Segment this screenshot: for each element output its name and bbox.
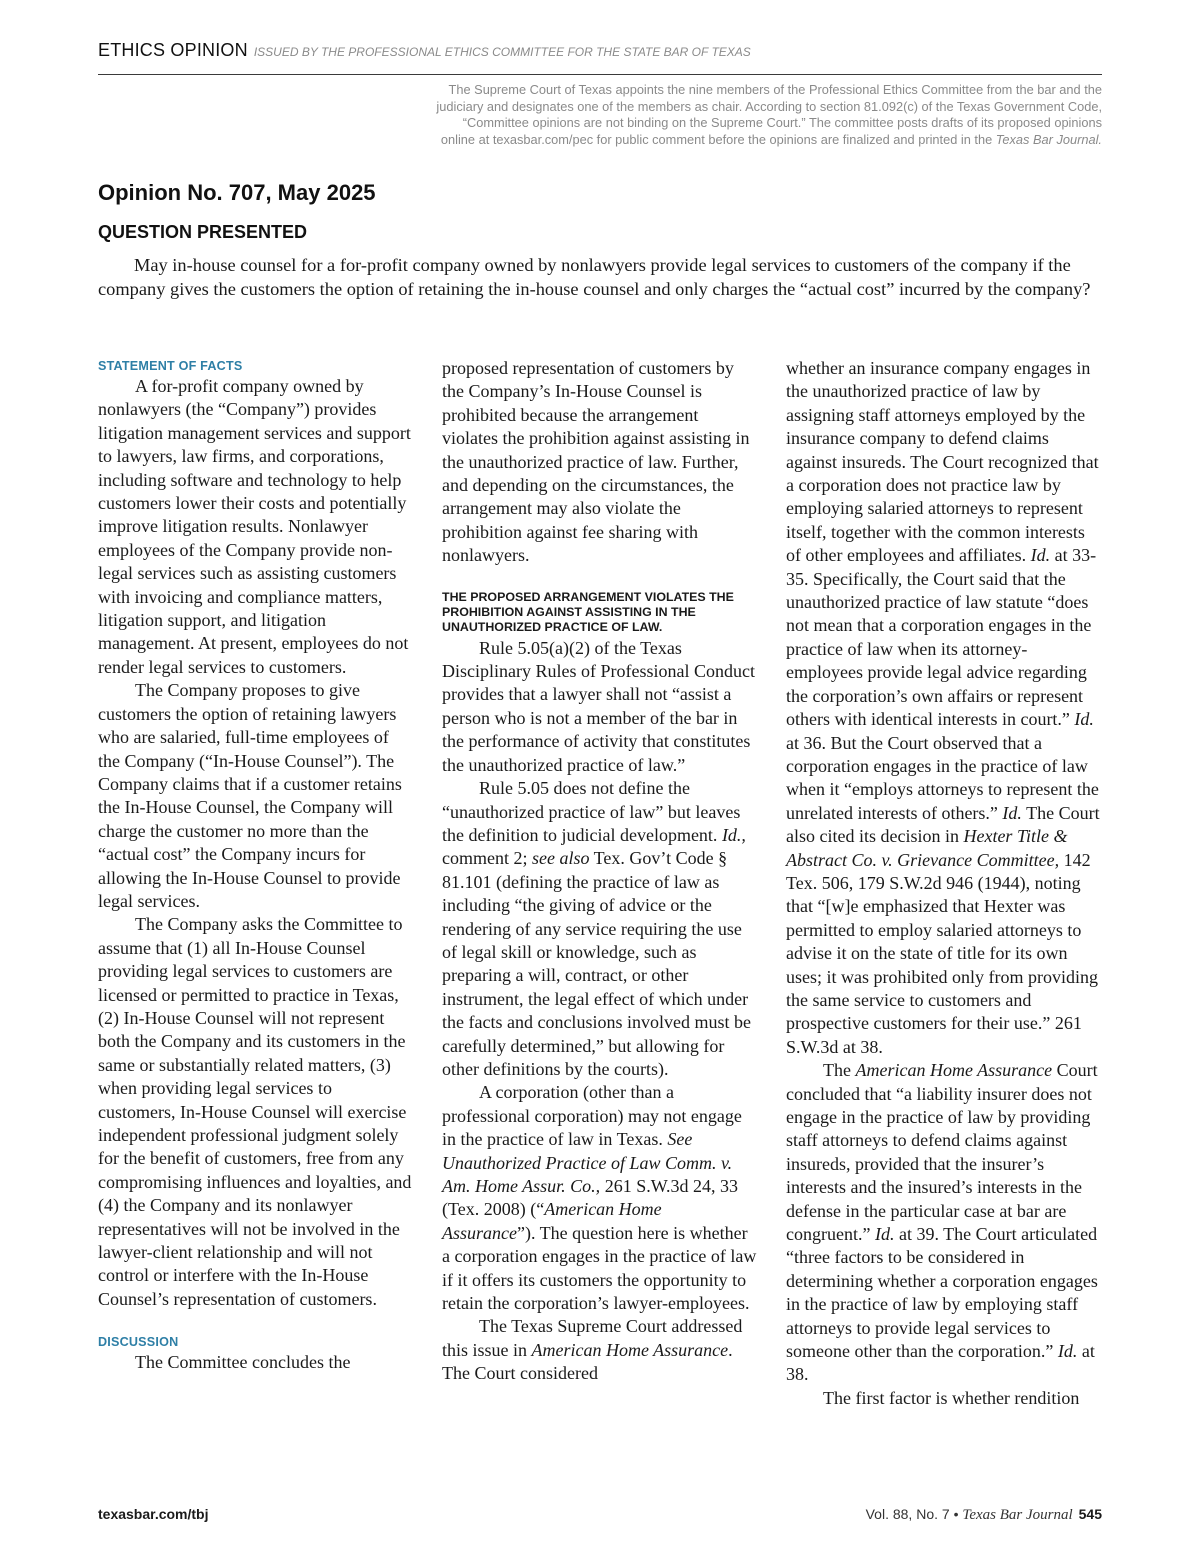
case-citation: See Unauthorized Practice of Law Comm. v. Am. Home Assur. Co., [442,1129,733,1196]
text: at 36. But the Court observed that a corporation engages in the practice of law when it “employs attorneys to represent the unrelated interests of others.” [786,732,1099,823]
paragraph: The first factor is whether rendition [823,1387,1080,1408]
header-title: ETHICS OPINION [98,40,248,60]
paragraph [442,1081,757,1315]
question-text: May in-house counsel for a for-profit company owned by nonlawyers provide legal services to customers of the company if the company gives the customers the option of retaining the in-house counsel and only charges the “actual cost” incurred by the company? [98,255,1091,299]
citation: Id. [874,1224,895,1245]
footer-journal: Texas Bar Journal [962,1507,1073,1523]
footer-website: texasbar.com/tbj [98,1506,209,1522]
text: Court concluded that “a liability insurer does not engage in the practice of law by providing staff attorneys to defend claims against insureds, provided that the insurer’s interests and the insured’s interests in the defense in the particular case at bar are congruent.” [786,1060,1098,1245]
opinion-title: Opinion No. 707, May 2025 [98,180,376,205]
paragraph: A for-profit company owned by nonlawyers (the “Company”) provides litigation management services and support to lawyers, law firms, and corporations, including software and technology to help customers lower their costs and potentially improve litigation results. Nonlawyer employees of the Company provide non-legal services such as assisting customers with invoicing and compliance matters, litigation support, and litigation management. At present, employees do not render legal services to customers. [98,376,411,677]
text: 261 S.W.3d 24, 33 (Tex. 2008) (“ [442,1176,739,1220]
text: at 38. [786,1341,1095,1385]
paragraph [786,357,1101,1059]
column-2 [442,357,757,1386]
paragraph: The Company proposes to give customers the option of retaining lawyers who are salaried, full-time employees of the Company (“In-House Counsel”). The Company claims that if a customer retains the In-House Counsel, the Company will charge the customer no more than the “actual cost” the Company incurs for allowing the In-House Counsel to provide legal services. [98,680,402,911]
citation: Id. [1002,802,1022,823]
footer-volume: Vol. 88, No. 7 [865,1506,950,1522]
header-subtitle: ISSUED BY THE PROFESSIONAL ETHICS COMMITTEE FOR THE STATE BAR OF TEXAS [253,45,751,59]
question-heading: QUESTION PRESENTED [98,222,308,242]
text: Tex. Gov’t Code § 81.101 (defining the practice of law as including “the giving of advice or the rendering of any service requiring the use of legal skill or knowledge, such as preparing a will, contract, or other instrument, the legal effect of which under the facts and conclusions involved must be carefully determined,” but allowing for other definitions by the courts). [442,848,751,1079]
paragraph: The Committee concludes the [135,1352,351,1373]
intro-line-text: online at texasbar.com/pec for public comment before the opinions are finalized and printed in the [440,131,993,147]
paragraph [442,1315,757,1385]
citation: Id. [1057,1341,1078,1362]
intro-note [300,82,1102,148]
column-1 [98,357,413,1375]
case-name: American Home Assurance [855,1060,1053,1081]
text: ”). The question here is whether a corporation engages in the practice of law if it offers its customers the opportunity to retain the corporation’s lawyer-employees. [442,1222,757,1314]
text: comment 2; [442,848,528,869]
text: A corporation (other than a professional corporation) may not engage in the practice of law in Texas. [442,1082,742,1150]
case-name: American Home Assurance [531,1339,729,1360]
citation-signal: see also [531,848,590,869]
text: Rule 5.05 does not define the “unauthorized practice of law” but leaves the definition to judicial development. [442,778,741,845]
paragraph [442,777,757,1081]
intro-line: The Supreme Court of Texas appoints the nine members of the Professional Ethics Committee from the bar and the [448,82,1102,97]
paragraph: Rule 5.05(a)(2) of the Texas Disciplinary Rules of Professional Conduct provides that a lawyer shall not “assist a person who is not a member of the bar in the performance of activity that constitutes the unauthorized practice of law.” [442,637,755,775]
case-name: Hexter Title & Abstract Co. v. Grievance Committee, [786,826,1068,870]
page-header [98,40,1102,75]
intro-line: “Committee opinions are not binding on the Supreme Court.” The committee posts drafts of its proposed opinions [462,115,1102,131]
intro-line: judiciary and designates one of the members as chair. According to section 81.092(c) of the Texas Government Code, [436,98,1102,114]
text: . The Court considered [442,1339,733,1384]
section-heading-upl: THE PROPOSED ARRANGEMENT VIOLATES THE PROHIBITION AGAINST ASSISTING IN THE UNAUTHORIZED PRACTICE OF LAW. [442,589,734,634]
section-heading-facts: STATEMENT OF FACTS [98,359,243,373]
text: The [823,1060,851,1081]
text: 142 Tex. 506, 179 S.W.2d 946 (1944), noting that “[w]e emphasized that Hexter was permitted to employ salaried attorneys to advise it on the state of title for its own uses; it was prohibited only from providing the same service to customers and prospective customers for their use.” 261 S.W.3d at 38. [786,849,1098,1057]
citation: Id. [1030,545,1051,566]
text: The Texas Supreme Court addressed this issue in [442,1316,743,1360]
column-3 [786,357,1101,1410]
section-heading-discussion: DISCUSSION [98,1335,179,1350]
text: whether an insurance company engages in the unauthorized practice of law by assigning staff attorneys employed by the insurance company to defend claims against insureds. The Court recognized that a corporation does not practice law by employing salaried attorneys to represent itself, together with the common interests of other employees and affiliates. [786,358,1099,566]
text: The Court also cited its decision in [786,802,1100,847]
paragraph [786,1059,1101,1387]
text: at 33-35. Specifically, the Court said that the unauthorized practice of law statute “does not mean that a corporation engages in the practice of law when its attorney-employees provide legal advice regarding the corporation’s own affairs or represent others with identical interests in court.” [786,545,1097,730]
text: at 39. The Court articulated “three factors to be considered in determining whether a corporation engages in the practice of law by employing staff attorneys to provide legal services to someone other than the corporation.” [786,1224,1098,1362]
page-number: 545 [1078,1506,1102,1522]
footer-bullet: • [953,1506,959,1522]
citation: Id. [1074,709,1094,730]
intro-journal: Texas Bar Journal. [995,131,1102,147]
intro-line [300,132,1102,149]
citation: Id., [721,824,746,845]
footer-issue [866,1506,1102,1524]
case-short-name: American Home Assurance [442,1199,662,1243]
paragraph: The Company asks the Committee to assume that (1) all In-House Counsel providing legal services to customers are licensed or permitted to practice in Texas, (2) In-House Counsel will not represent both the Company and its customers in the same or substantially related matters, (3) when providing legal services to customers, In-House Counsel will exercise independent professional judgment solely for the benefit of customers, free from any compromising influences and loyalties, and (4) the Company and its nonlawyer representatives will not be involved in the lawyer-client relationship and will not control or interfere with the In-House Counsel’s representation of customers. [98,914,412,1309]
paragraph: proposed representation of customers by the Company’s In-House Counsel is prohibited because the arrangement violates the prohibition against assisting in the unauthorized practice of law. Further, and depending on the circumstances, the arrangement may also violate the prohibition against fee sharing with nonlawyers. [442,358,750,566]
